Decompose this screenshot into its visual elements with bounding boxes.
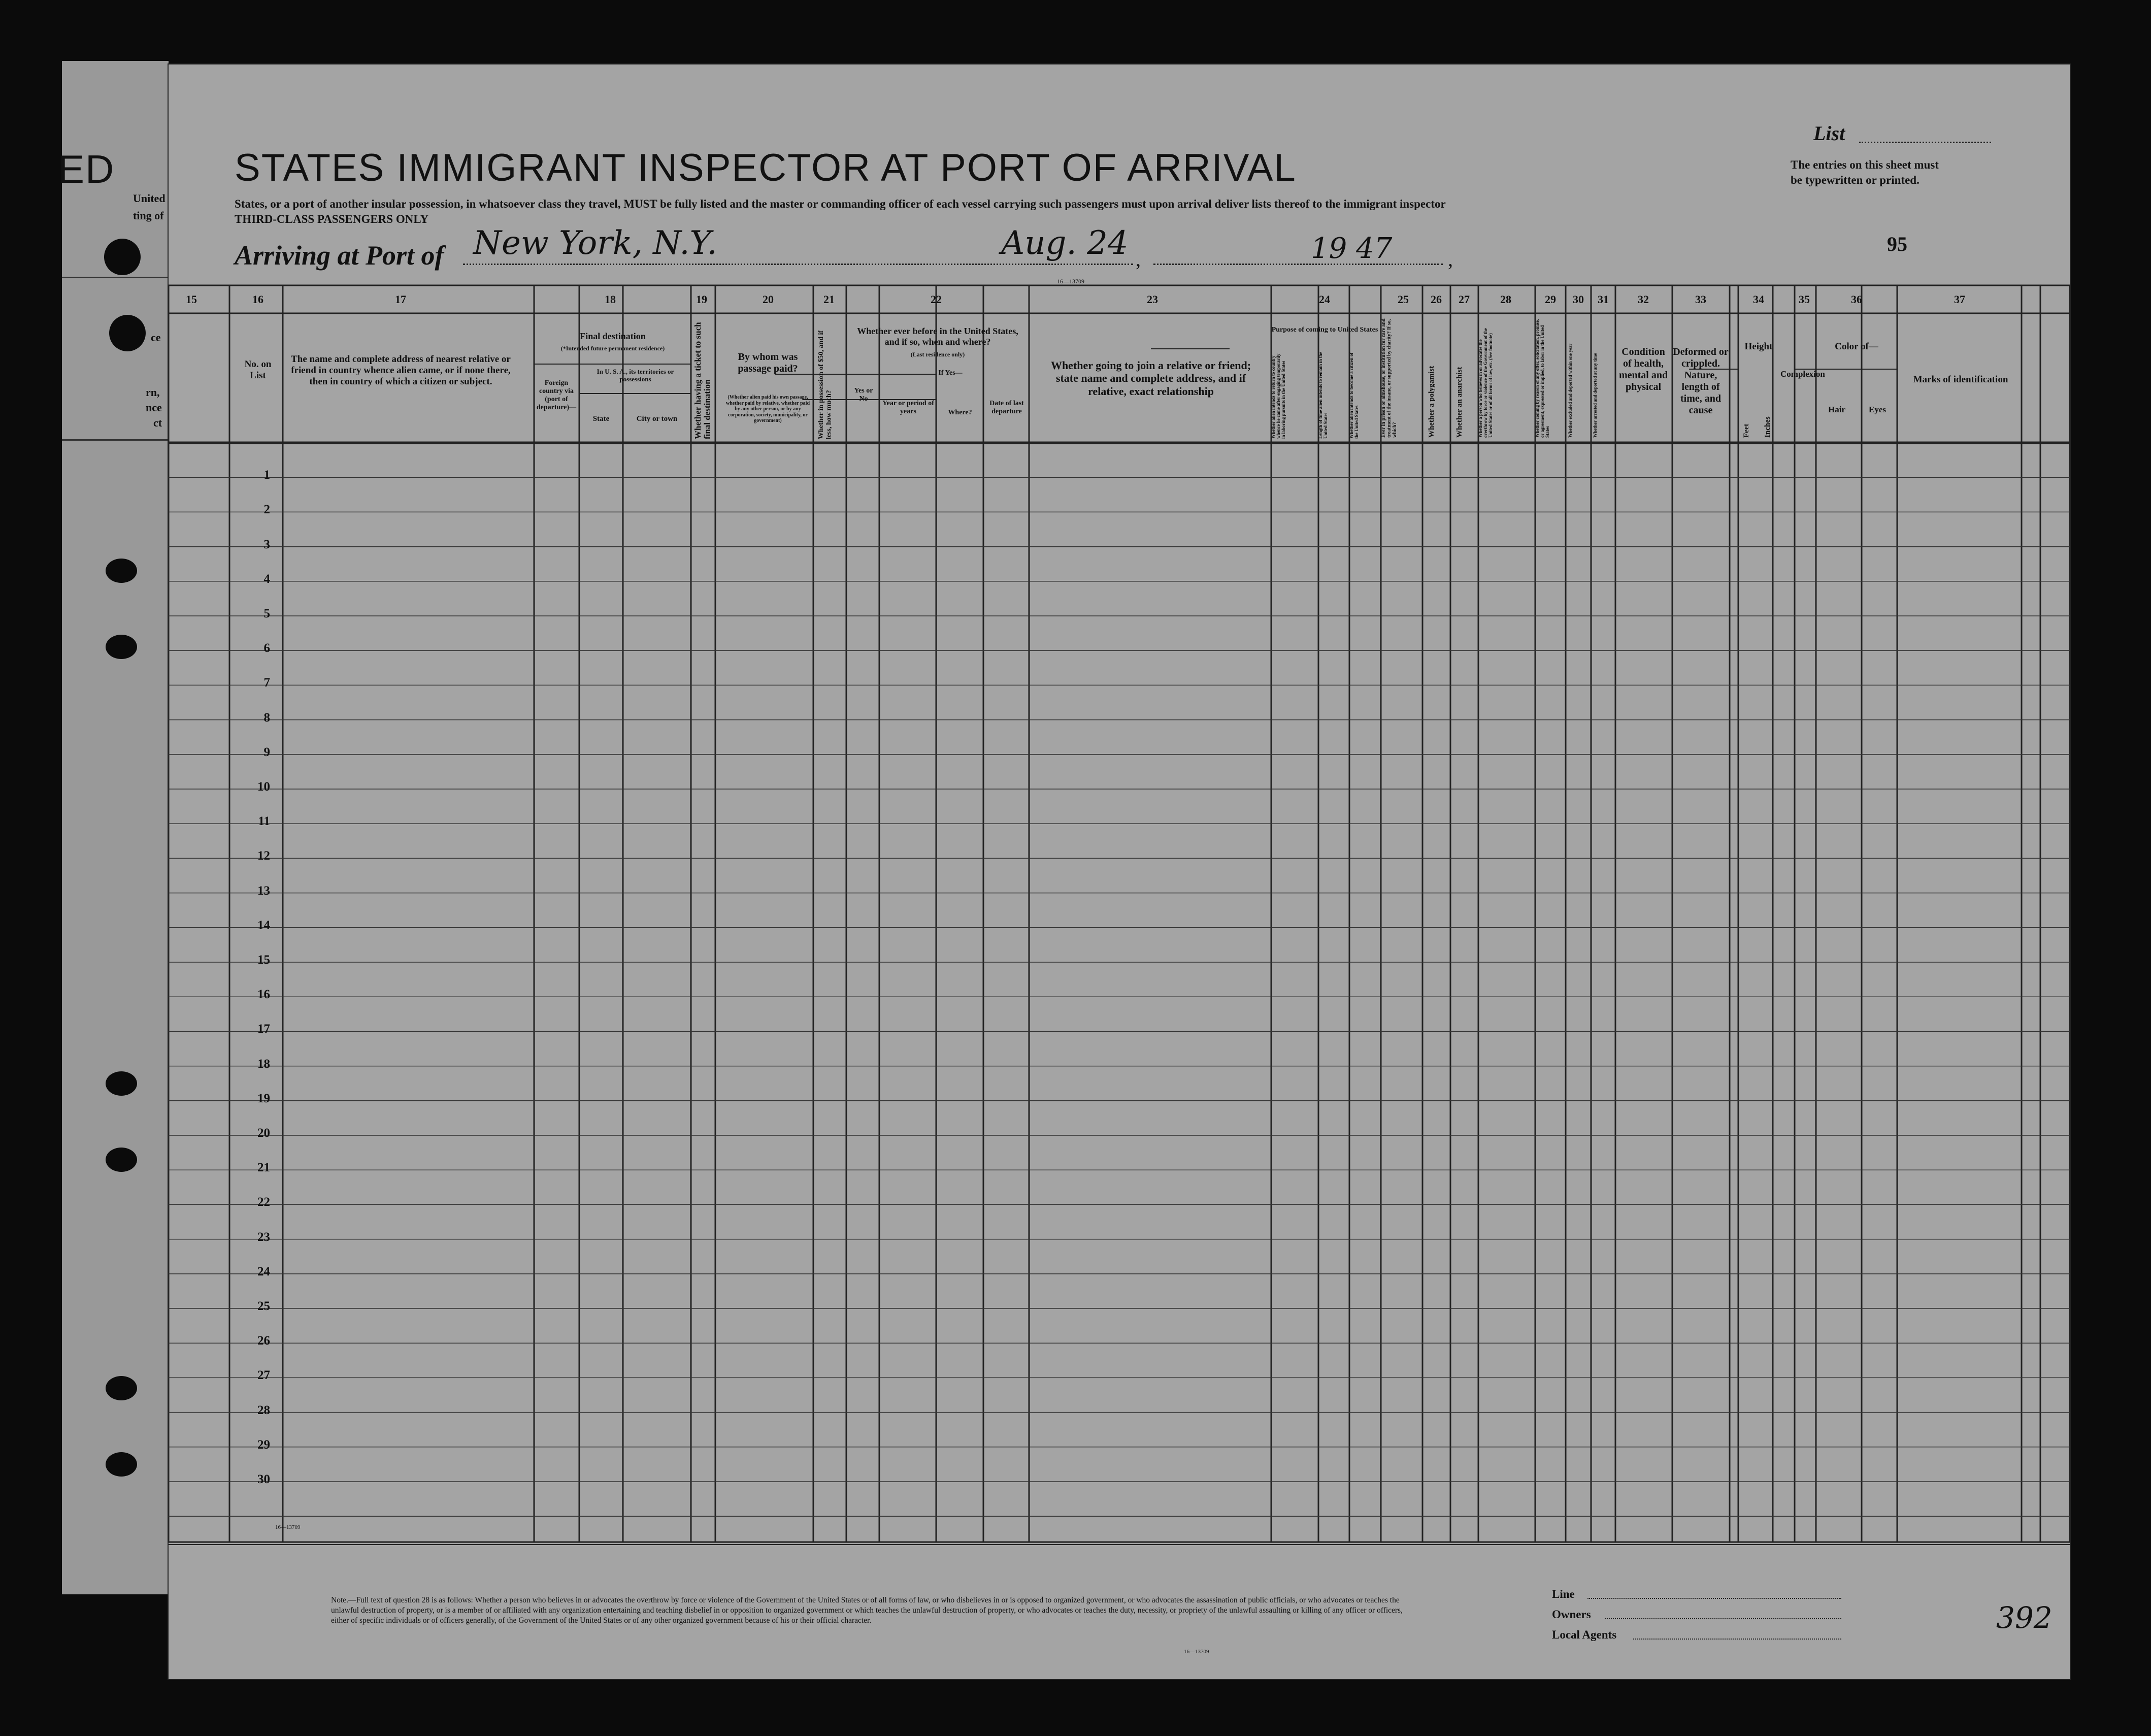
column-number-24: 24 [1319, 293, 1330, 306]
punch-hole [106, 1071, 137, 1096]
row-number: 21 [257, 1161, 270, 1175]
row-number: 19 [257, 1091, 270, 1105]
table-grid [169, 64, 2070, 1679]
header-final-destination-note: (*Intended future permanent residence) [560, 345, 665, 352]
row-number: 20 [257, 1126, 270, 1140]
header-state: State [592, 415, 610, 423]
header-inches: Inches [1764, 416, 1772, 438]
port-of-arrival: New York, N.Y. [473, 224, 717, 262]
entries-note-line-2: be typewritten or printed. [1791, 174, 1920, 186]
column-number-30: 30 [1573, 293, 1584, 306]
header-marks-identification: Marks of identification [1913, 374, 2008, 385]
header-deformed: Deformed or crippled. Nature, length of time, and cause [1673, 346, 1729, 416]
line-field [1587, 1598, 1841, 1599]
row-number: 16 [257, 988, 270, 1002]
entries-note-line-1: The entries on this sheet must [1791, 158, 1939, 171]
footer-form-code: 16—13709 [1184, 1649, 1209, 1655]
row-number: 6 [263, 641, 270, 656]
punch-hole [106, 635, 137, 659]
adjacent-page-line-2: ting of [133, 209, 164, 222]
column-number-31: 31 [1598, 293, 1609, 306]
column-number-27: 27 [1459, 293, 1470, 306]
column-number-26: 26 [1431, 293, 1442, 306]
header-last-residence: (Last residence only) [910, 351, 965, 358]
column-number-20: 20 [763, 293, 774, 306]
adjacent-page-label-2: rn, [146, 386, 160, 399]
column-number-36: 36 [1851, 293, 1862, 306]
header-final-destination: Final destination [580, 331, 646, 341]
strip-rule [62, 439, 169, 441]
owners-label: Owners [1552, 1608, 1591, 1621]
adjacent-page-strip [58, 61, 169, 1594]
header-nearest-relative: The name and complete address of nearest relative or friend in country whence alien came, or if none there, then in country of which a citizen or subject. [291, 354, 511, 387]
column-number-25: 25 [1398, 293, 1409, 306]
adjacent-page-label-4: ct [153, 416, 162, 429]
punch-hole [106, 559, 137, 583]
header-date-last-departure: Date of last departure [989, 400, 1024, 416]
header-yes-or-no: Yes or No [854, 387, 873, 403]
column-number-21: 21 [823, 293, 835, 306]
header-fifty-dollars: Whether in possession of $50, and if less, how much? [817, 330, 833, 439]
row-number: 2 [263, 503, 270, 517]
header-polygamist: Whether a polygamist [1428, 366, 1436, 438]
header-labor-offer: Whether coming by reason of any offer, solicitation, promise, or agreement, expressed or implied, to labor in the United States [1535, 319, 1550, 438]
column-number-28: 28 [1500, 293, 1511, 306]
header-if-yes: If Yes— [938, 369, 963, 377]
punch-hole [106, 1452, 137, 1477]
row-number: 24 [257, 1264, 270, 1279]
row-number: 11 [258, 814, 270, 829]
arrival-date: Aug. 24 [1001, 224, 1129, 262]
column-number-22: 22 [931, 293, 942, 306]
row-number: 3 [263, 537, 270, 551]
row-number: 30 [257, 1472, 270, 1486]
arrival-year: 19 47 [1311, 232, 1393, 265]
column-number-35: 35 [1799, 293, 1810, 306]
instructions-text: States, or a port of another insular possession, in whatsoever class they travel, MUST be fully listed and the master or commanding officer of each vessel carrying such passengers must upon arrival deliver lists thereof to the immigrant inspector [235, 198, 1446, 210]
sheet-number: 95 [1887, 233, 1907, 255]
column-number-34: 34 [1753, 293, 1764, 306]
manifest-sheet [168, 63, 2071, 1680]
column-number-19: 19 [696, 293, 707, 306]
header-no-on-list: No. on List [244, 359, 272, 381]
header-ticket: Whether having a ticket to such final destination [693, 322, 712, 439]
column-number-37: 37 [1954, 293, 1965, 306]
header-purpose: Purpose of coming to United States [1271, 326, 1378, 334]
row-number: 26 [257, 1334, 270, 1348]
separator-comma: , [1136, 248, 1141, 271]
header-anarchist: Whether an anarchist [1455, 367, 1464, 438]
separator-comma: , [1448, 248, 1453, 271]
row-number: 23 [257, 1230, 270, 1244]
column-number-33: 33 [1695, 293, 1706, 306]
header-height: Height [1744, 341, 1773, 352]
header-year-period: Year or period of years [882, 400, 934, 416]
column-number-15: 15 [186, 293, 197, 306]
row-number: 10 [257, 779, 270, 794]
column-number-32: 32 [1638, 293, 1649, 306]
header-purpose-length: Length of time alien intends to remain in the United States [1318, 352, 1328, 439]
header-feet: Feet [1742, 423, 1750, 438]
adjacent-page-label-3: nce [146, 401, 162, 414]
punch-hole [106, 1376, 137, 1400]
header-purpose-citizen: Whether alien intends to become a citizen of the United States [1349, 352, 1359, 439]
row-number: 25 [257, 1299, 270, 1313]
table-form-code: 16—13709 [275, 1524, 301, 1530]
local-agents-label: Local Agents [1552, 1628, 1617, 1641]
row-number: 22 [257, 1195, 270, 1209]
header-excluded: Whether excluded and deported within one year [1568, 343, 1573, 438]
row-number: 27 [257, 1368, 270, 1383]
header-health: Condition of health, mental and physical [1618, 346, 1668, 392]
header-prison: Ever in prison or almshouse, or institution for care and treatment of the insane, or supported by charity? If so, which? [1381, 318, 1398, 438]
header-city-or-town: City or town [636, 415, 678, 423]
header-color-of: Color of— [1835, 341, 1878, 352]
header-where: Where? [948, 409, 972, 416]
row-number: 5 [263, 606, 270, 620]
row-number: 17 [257, 1022, 270, 1036]
row-number: 8 [263, 710, 270, 725]
row-number: 14 [257, 918, 270, 932]
row-number: 4 [263, 572, 270, 586]
header-ever-before-us: Whether ever before in the United States, and if so, when and where? [857, 326, 1018, 347]
row-number: 28 [257, 1403, 270, 1417]
punch-hole [104, 239, 141, 275]
adjacent-page-title-fragment: ED [58, 147, 115, 191]
column-number-18: 18 [605, 293, 616, 306]
row-number: 29 [257, 1437, 270, 1452]
line-label: Line [1552, 1588, 1575, 1600]
header-passage-paid: By whom was passage paid? [738, 351, 798, 374]
punch-hole [109, 315, 146, 351]
header-in-usa: In U. S. A., its territories or possessions [597, 368, 674, 383]
row-number: 9 [263, 745, 270, 759]
header-eyes: Eyes [1869, 405, 1886, 414]
punch-hole [106, 1148, 137, 1172]
header-form-code: 16—13709 [1057, 278, 1084, 285]
stamp-number: 392 [1996, 1600, 2053, 1635]
header-purpose-return: Whether alien intends to return to country whence he came after engaging temporarily in laboring pursuits in the United States [1271, 353, 1286, 439]
header-complexion: Complexion [1780, 369, 1825, 379]
adjacent-page-label-1: ce [151, 331, 161, 344]
adjacent-page-line-1: United [133, 192, 166, 205]
row-number: 12 [257, 849, 270, 863]
row-number: 13 [257, 883, 270, 898]
list-label: List [1813, 122, 1845, 145]
local-agents-field [1633, 1639, 1841, 1640]
header-join-relative: Whether going to join a relative or friend; state name and complete address, and if relative, exact relationship [1050, 359, 1251, 398]
header-arrested: Whether arrested and deported at any time [1593, 353, 1598, 438]
row-number: 1 [263, 468, 270, 482]
row-number: 15 [257, 953, 270, 967]
header-hair: Hair [1828, 405, 1845, 414]
arriving-label: Arriving at Port of [235, 240, 444, 271]
row-number: 18 [257, 1057, 270, 1071]
header-overthrow: Whether a person who believes in or advocates the overthrow by force or violence of the Government of the United States or of all forms of law, etc. (See footnote) [1478, 328, 1493, 438]
passenger-class-text: THIRD-CLASS PASSENGERS ONLY [235, 213, 429, 225]
column-number-17: 17 [395, 293, 406, 306]
strip-rule [62, 277, 169, 278]
row-number: 7 [263, 676, 270, 690]
owners-field [1605, 1618, 1841, 1619]
footnote-question-28: Note.—Full text of question 28 is as follows: Whether a person who believes in or advocates the overthrow by force or violence of the Government of the United States or of all forms of law, or who disbelieves in or is opposed to organized government, or who advocates the assassination of public officials, or who advocates or teaches the unlawful destruction of property, or is a member of or affiliated with any organization entertaining and teaching disbelief in or opposition to organized government or which teaches the unlawful destruction of property, or who advocates or teaches the duty, necessity, or propriety of the unlawful assaulting or killing of any officer or officers, either of specific individuals or of officers generally, of the Government of the United States or of any other organized government because of his or their official character. [331, 1596, 1403, 1625]
header-foreign-country: Foreign country via (port of departure)— [536, 379, 577, 412]
page-title: STATES IMMIGRANT INSPECTOR AT PORT OF ARRIVAL [235, 146, 1297, 189]
header-passage-paid-note: (Whether alien paid his own passage, whether paid by relative, whether paid by any other person, or by any corporation, society, municipality, or government) [726, 395, 810, 423]
column-number-16: 16 [252, 293, 263, 306]
column-number-29: 29 [1545, 293, 1556, 306]
column-number-23: 23 [1147, 293, 1158, 306]
